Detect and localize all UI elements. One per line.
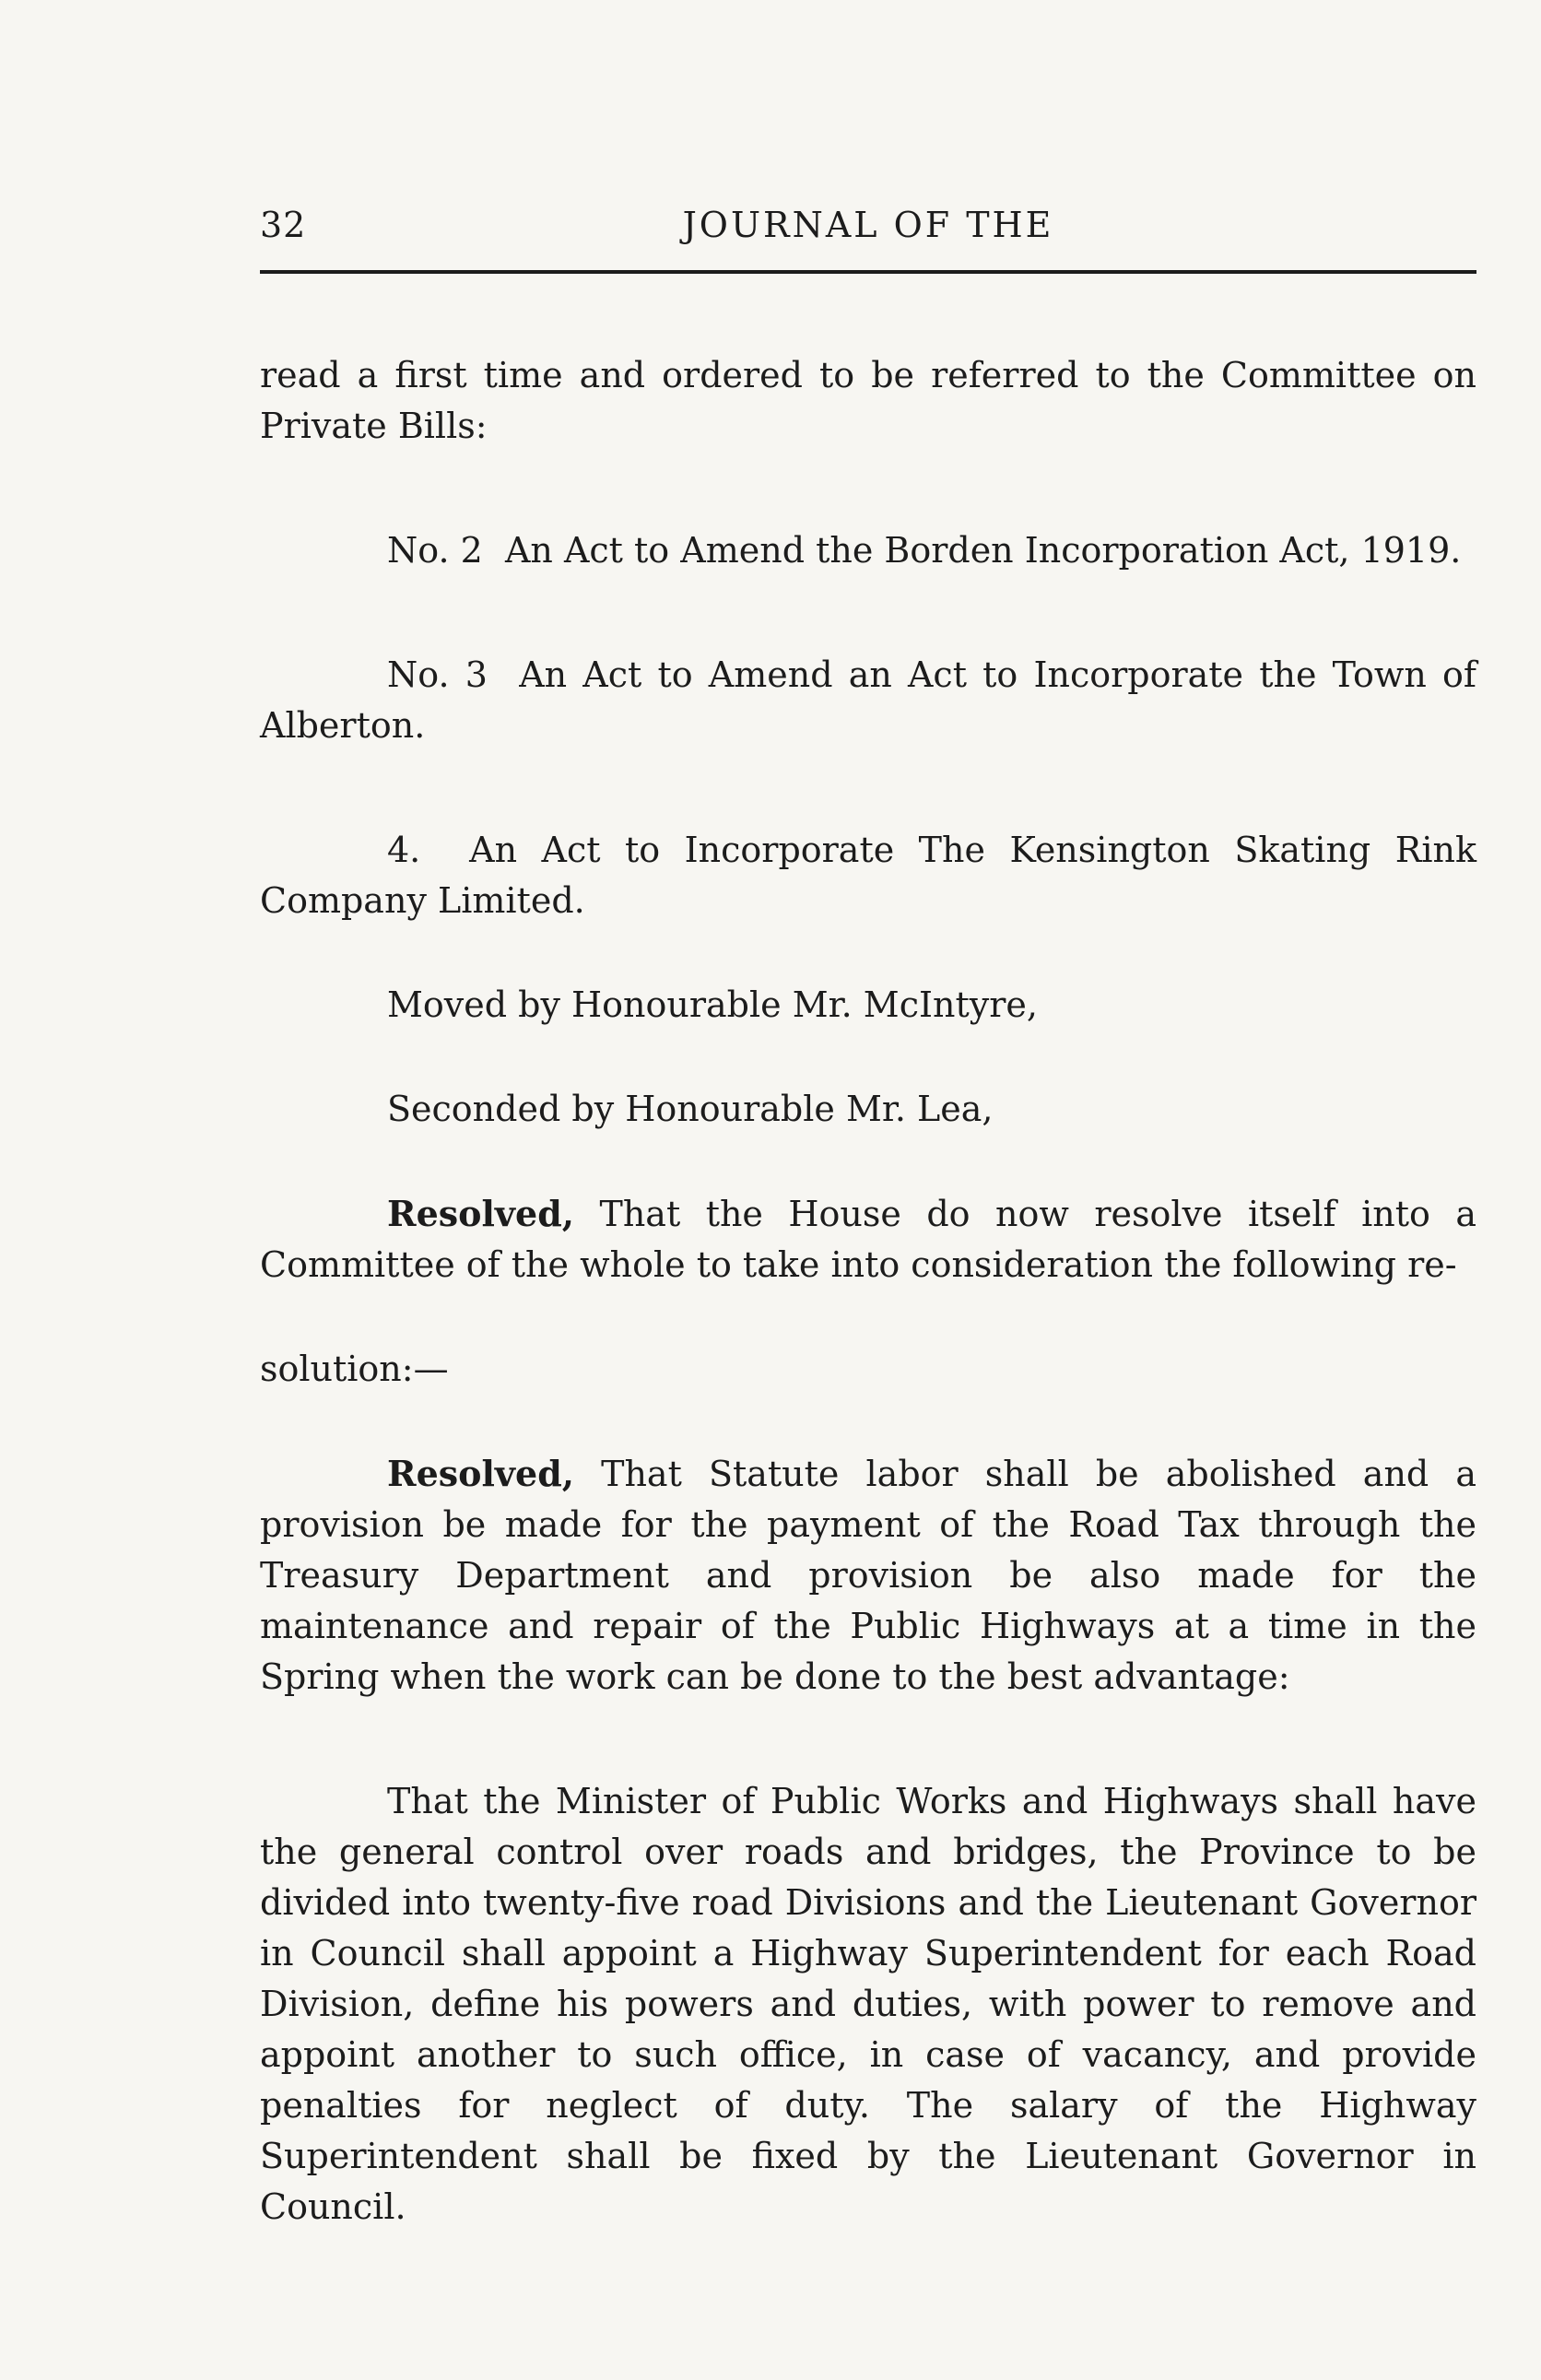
second-resolution [260,1448,1476,1703]
resolution-line: solution:— [260,1349,449,1389]
seconded-by-line: Seconded by Honourable Mr. Lea, [387,1089,994,1129]
resolved-text: That the House do now resolve itself into a Committee of the whole to take into consideration the following re- [260,1194,1476,1285]
bill-no-2: No. 2 An Act to Amend the Borden Incorporation Act, 1919. [387,530,1462,571]
resolved-lead: Resolved, [387,1453,574,1494]
minister-paragraph: That the Minister of Public Works and Highways shall have the general control over roads and bridges, the Province to be divided into twenty-five road Divisions and the Lieutenant Governor in Council shall appoint a Highway Superintendent for each Road Division, define his powers and duties, with power to remove and appoint another to such office, in case of vacancy, and provide penalties for neglect of duty. The salary of the Highway Superintendent shall be fixed by the Lieutenant Governor in Council. [260,1781,1476,2227]
resolved-text: That Statute labor shall be abolished and a provision be made for the payment of the Road Tax through the Treasury Department and provision be also made for the maintenance and repair of the Public Highways at a time in the Spring when the work can be done to the best advantage: [260,1454,1476,1697]
moved-by-line: Moved by Honourable Mr. McIntyre, [387,984,1038,1025]
first-resolution [260,1188,1476,1290]
header-rule [260,270,1476,274]
running-head: JOURNAL OF THE [682,205,1054,245]
resolved-lead: Resolved, [387,1193,574,1234]
bill-no-3: No. 3 An Act to Amend an Act to Incorporate the Town of Alberton. [260,654,1488,746]
page-header [260,205,1476,260]
page-number: 32 [260,205,307,245]
page-body [260,350,1488,2233]
bill-no-4: 4. An Act to Incorporate The Kensington Skating Rink Company Limited. [260,830,1488,921]
intro-paragraph: read a first time and ordered to be referred to the Committee on Private Bills: [260,355,1476,446]
